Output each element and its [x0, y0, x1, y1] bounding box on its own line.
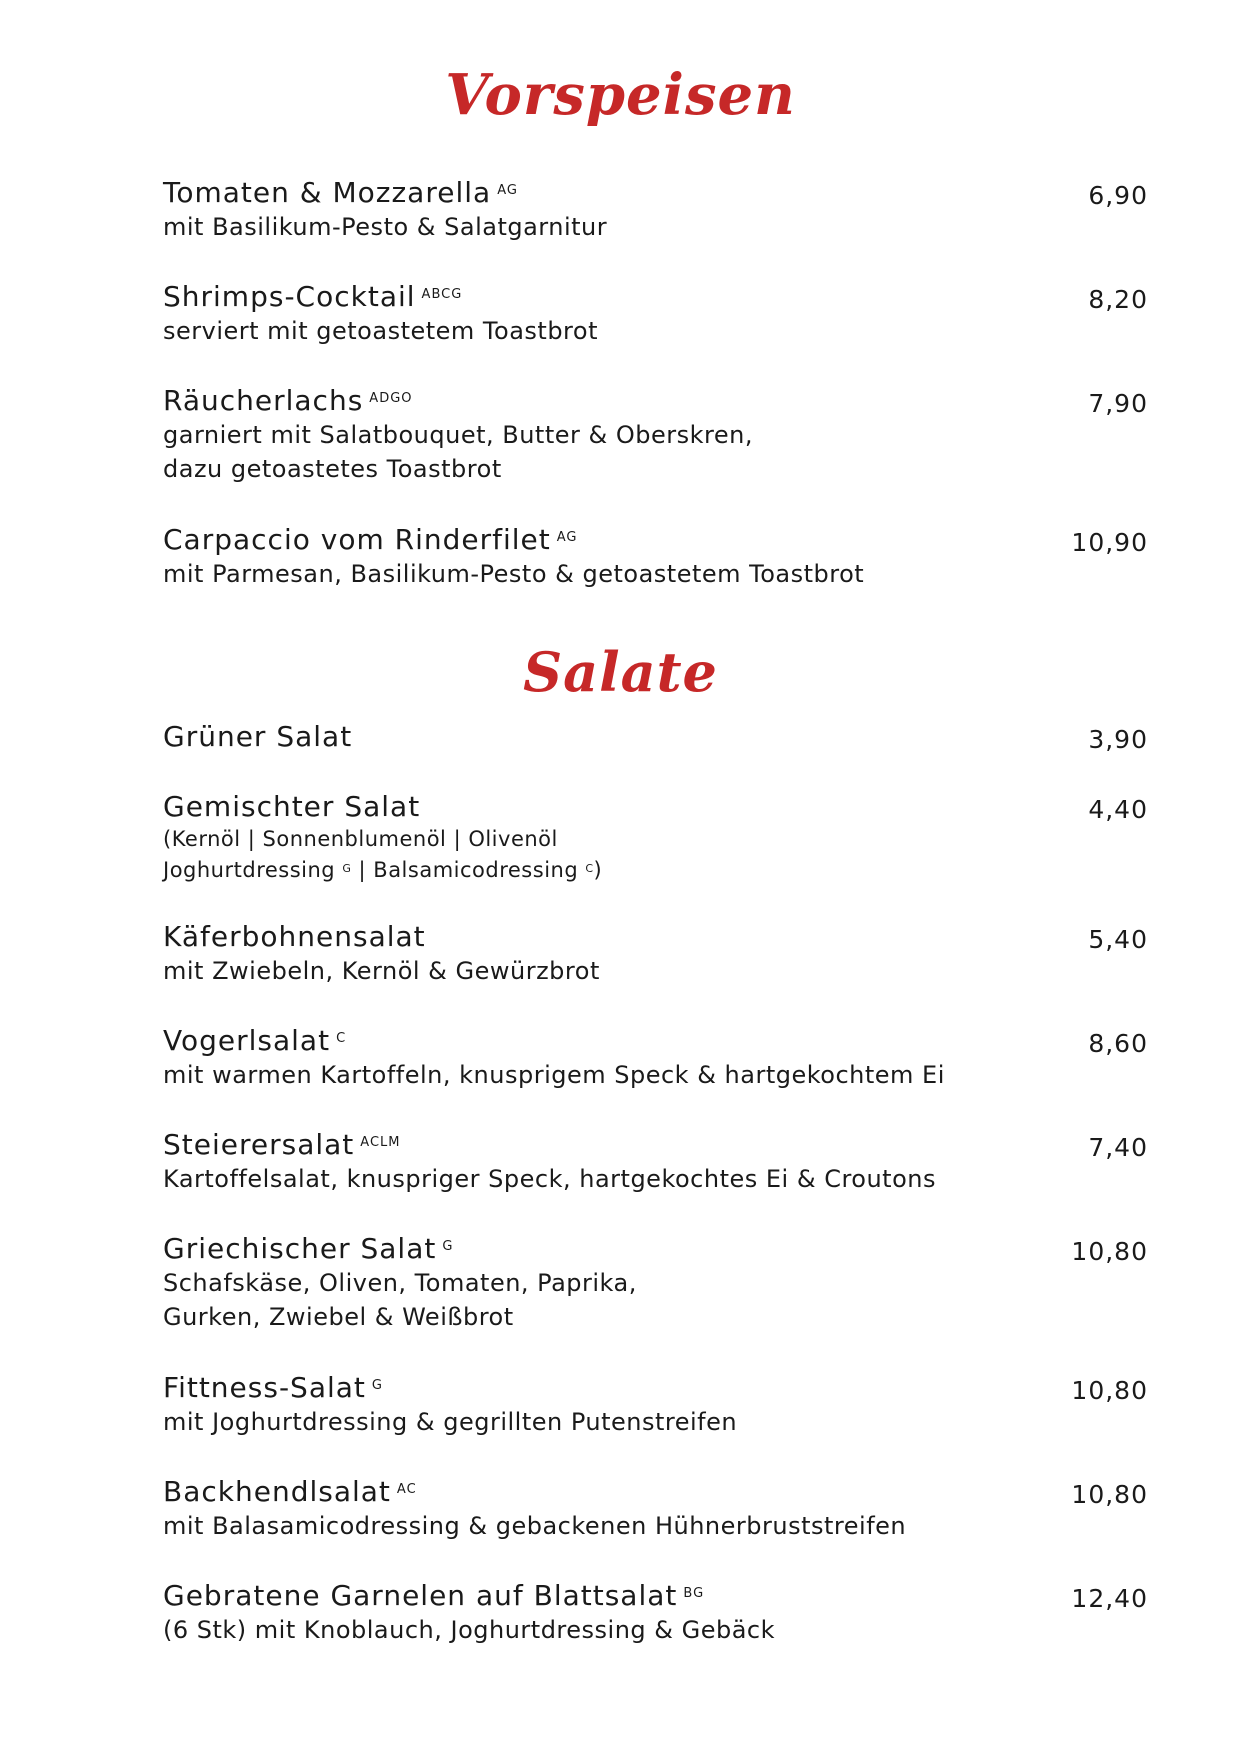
item-description: mit Joghurtdressing & gegrillten Putenstreifen [163, 1408, 738, 1436]
allergen-codes: ADGO [369, 391, 413, 406]
item-name: Griechischer Salat $^G$ [163, 1232, 454, 1265]
item-name: Grüner Salat [163, 720, 353, 753]
item-price: 10,80 [1071, 1480, 1148, 1509]
item-price: 3,90 [1088, 725, 1148, 754]
menu-item [163, 1128, 1148, 1196]
section-title-salate: Salate [523, 640, 718, 704]
menu-item [163, 720, 1148, 754]
menu-item [163, 1024, 1148, 1092]
item-name: Steierersalat $^{ACLM}$ [163, 1128, 401, 1161]
item-name: Käferbohnensalat [163, 920, 426, 953]
item-name: Gebratene Garnelen auf Blattsalat $^{BG}$ [163, 1579, 705, 1612]
item-description: (6 Stk) mit Knoblauch, Joghurtdressing & Gebäck [163, 1616, 776, 1644]
item-price: 7,90 [1088, 389, 1148, 418]
menu-item [163, 920, 1148, 988]
item-description: Joghurtdressing $^G$ | Balsamicodressing $^C$) [163, 858, 603, 882]
menu-item [163, 176, 1148, 244]
menu-item [163, 1371, 1148, 1439]
allergen-codes: ABCG [421, 287, 463, 302]
item-name: Backhendlsalat $^{AC}$ [163, 1475, 417, 1508]
menu-item [163, 523, 1148, 591]
menu-item [163, 790, 1148, 886]
item-description: (Kernöl | Sonnenblumenöl | Olivenöl [163, 827, 558, 851]
menu-item [163, 1232, 1148, 1334]
item-price: 12,40 [1071, 1584, 1148, 1613]
item-price: 8,60 [1088, 1029, 1148, 1058]
item-name: Fittness-Salat $^G$ [163, 1371, 383, 1404]
section-title-vorspeisen: Vorspeisen [445, 62, 796, 128]
allergen-codes: AG [556, 530, 578, 545]
allergen-codes: G [442, 1239, 454, 1254]
item-description: mit Zwiebeln, Kernöl & Gewürzbrot [163, 957, 600, 985]
item-description: dazu getoastetes Toastbrot [163, 455, 502, 483]
item-description: Schafskäse, Oliven, Tomaten, Paprika, [163, 1269, 637, 1297]
item-description: garniert mit Salatbouquet, Butter & Oberskren, [163, 421, 753, 449]
item-price: 8,20 [1088, 285, 1148, 314]
item-price: 6,90 [1088, 181, 1148, 210]
item-name: Gemischter Salat [163, 790, 421, 823]
item-name: Räucherlachs $^{ADGO}$ [163, 384, 413, 417]
item-description: mit Basilikum-Pesto & Salatgarnitur [163, 213, 608, 241]
menu-item [163, 280, 1148, 348]
allergen-codes: C [336, 1031, 347, 1046]
allergen-codes: ACLM [360, 1135, 401, 1150]
item-name: Carpaccio vom Rinderfilet $^{AG}$ [163, 523, 578, 556]
allergen-codes: AG [497, 183, 518, 198]
item-description: Gurken, Zwiebel & Weißbrot [163, 1303, 514, 1331]
item-price: 7,40 [1088, 1133, 1148, 1162]
item-description: serviert mit getoastetem Toastbrot [163, 317, 598, 345]
menu-item [163, 1579, 1148, 1647]
item-price: 10,90 [1071, 528, 1148, 557]
allergen-codes: BG [683, 1586, 705, 1601]
menu-item [163, 1475, 1148, 1543]
item-name: Shrimps-Cocktail $^{ABCG}$ [163, 280, 463, 313]
item-name: Vogerlsalat $^C$ [163, 1024, 347, 1057]
menu-item [163, 384, 1148, 486]
item-description: mit warmen Kartoffeln, knusprigem Speck & hartgekochtem Ei [163, 1061, 945, 1089]
allergen-codes: G [371, 1378, 383, 1393]
item-description: mit Parmesan, Basilikum-Pesto & getoastetem Toastbrot [163, 560, 865, 588]
item-price: 10,80 [1071, 1376, 1148, 1405]
item-description: Kartoffelsalat, knuspriger Speck, hartgekochtes Ei & Croutons [163, 1165, 936, 1193]
item-price: 5,40 [1088, 925, 1148, 954]
item-name: Tomaten & Mozzarella $^{AG}$ [163, 176, 518, 209]
item-price: 10,80 [1071, 1237, 1148, 1266]
item-price: 4,40 [1088, 795, 1148, 824]
allergen-codes: AC [396, 1482, 417, 1497]
item-description: mit Balasamicodressing & gebackenen Hühnerbruststreifen [163, 1512, 907, 1540]
